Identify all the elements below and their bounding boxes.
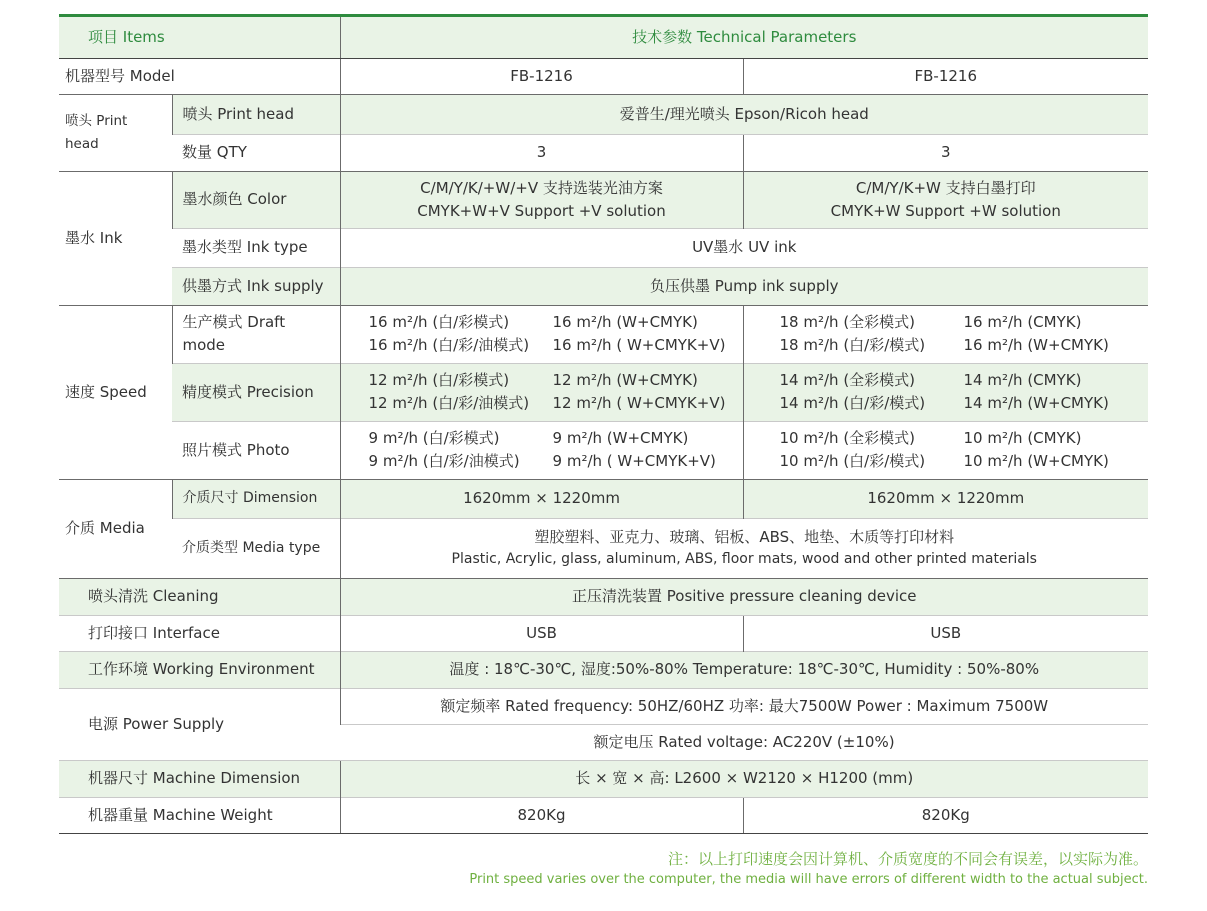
draft-b-3: 18 m²/h (白/彩/模式): [779, 336, 926, 354]
row-media-type: [59, 518, 1148, 578]
row-weight: [59, 797, 1148, 833]
ink-supply-label: 供墨方式 Ink supply: [172, 267, 340, 305]
printhead-head-value: 爱普生/理光喷头 Epson/Ricoh head: [340, 94, 1148, 134]
power-line2: 额定电压 Rated voltage: AC220V (±10%): [340, 724, 1148, 760]
draft-a-1: 16 m²/h (白/彩模式): [368, 313, 510, 331]
row-cleaning: [59, 578, 1148, 615]
media-type-en: Plastic, Acrylic, glass, aluminum, ABS, floor mats, wood and other printed materials: [451, 551, 1037, 567]
ink-supply-value: 负压供墨 Pump ink supply: [340, 267, 1148, 305]
precision-b-2: 14 m²/h (CMYK): [963, 371, 1082, 389]
photo-b: [743, 421, 1148, 479]
model-label: 机器型号 Model: [59, 58, 340, 94]
row-printhead: [59, 94, 1148, 134]
precision-a: [340, 363, 743, 421]
draft-a: [340, 305, 743, 363]
ink-type-value: UV墨水 UV ink: [340, 228, 1148, 267]
media-type-value: [340, 518, 1148, 578]
ink-color-label: 墨水颜色 Color: [172, 171, 340, 228]
speed-label: 速度 Speed: [59, 305, 172, 479]
precision-label: 精度模式 Precision: [172, 363, 340, 421]
row-model: [59, 58, 1148, 94]
model-a: FB-1216: [340, 58, 743, 94]
media-label: 介质 Media: [59, 479, 172, 578]
draft-label: 生产模式 Draft mode: [172, 305, 340, 363]
interface-b: USB: [743, 615, 1148, 651]
ink-color-b: [743, 171, 1148, 228]
interface-label: 打印接口 Interface: [59, 615, 340, 651]
photo-b-4: 10 m²/h (W+CMYK): [963, 452, 1109, 470]
power-label: 电源 Power Supply: [59, 688, 340, 760]
ink-color-a-line2: CMYK+W+V Support +V solution: [417, 201, 666, 220]
photo-b-1: 10 m²/h (全彩模式): [779, 429, 916, 447]
row-interface: [59, 615, 1148, 651]
row-ink-color: [59, 171, 1148, 228]
row-ink-type: [59, 228, 1148, 267]
precision-b-3: 14 m²/h (白/彩/模式): [779, 394, 926, 412]
spec-table: [59, 17, 1148, 834]
dimension-value: 长 × 宽 × 高: L2600 × W2120 × H1200 (mm): [340, 760, 1148, 797]
qty-b: 3: [743, 134, 1148, 171]
media-type-label: 介质类型 Media type: [172, 518, 340, 578]
row-speed-photo: [59, 421, 1148, 479]
ink-color-b-line1: C/M/Y/K+W 支持白墨打印: [855, 178, 1036, 197]
photo-a-1: 9 m²/h (白/彩模式): [368, 429, 500, 447]
photo-a-4: 9 m²/h ( W+CMYK+V): [552, 452, 716, 470]
row-environment: [59, 651, 1148, 688]
qty-a: 3: [340, 134, 743, 171]
precision-b-1: 14 m²/h (全彩模式): [779, 371, 916, 389]
ink-label: 墨水 Ink: [59, 171, 172, 305]
cleaning-value: 正压清洗装置 Positive pressure cleaning device: [340, 578, 1148, 615]
environment-label: 工作环境 Working Environment: [59, 651, 340, 688]
draft-a-2: 16 m²/h (W+CMYK): [552, 313, 698, 331]
environment-value: 温度 : 18℃-30℃, 湿度:50%-80% Temperature: 18℃-30℃, Humidity : 50%-80%: [340, 651, 1148, 688]
row-qty: [59, 134, 1148, 171]
draft-b-1: 18 m²/h (全彩模式): [779, 313, 916, 331]
media-type-cn: 塑胶塑料、亚克力、玻璃、铝板、ABS、地垫、木质等打印材料: [534, 528, 955, 546]
printhead-head-label: 喷头 Print head: [172, 94, 340, 134]
photo-b-3: 10 m²/h (白/彩/模式): [779, 452, 926, 470]
ink-color-a: [340, 171, 743, 228]
precision-b-4: 14 m²/h (W+CMYK): [963, 394, 1109, 412]
qty-label: 数量 QTY: [172, 134, 340, 171]
precision-a-2: 12 m²/h (W+CMYK): [552, 371, 698, 389]
interface-a: USB: [340, 615, 743, 651]
note-cn: 注：以上打印速度会因计算机、介质宽度的不同会有误差，以实际为准。: [667, 850, 1148, 868]
precision-a-1: 12 m²/h (白/彩模式): [368, 371, 510, 389]
cleaning-label: 喷头清洗 Cleaning: [59, 578, 340, 615]
row-speed-draft: [59, 305, 1148, 363]
row-dimension: [59, 760, 1148, 797]
row-media-dimension: [59, 479, 1148, 518]
photo-a-2: 9 m²/h (W+CMYK): [552, 429, 689, 447]
table-header: [59, 17, 1148, 58]
draft-a-3: 16 m²/h (白/彩/油模式): [368, 336, 530, 354]
draft-a-4: 16 m²/h ( W+CMYK+V): [552, 336, 726, 354]
media-dim-b: 1620mm × 1220mm: [743, 479, 1148, 518]
spec-sheet: [59, 14, 1148, 834]
draft-b: [743, 305, 1148, 363]
ink-color-b-line2: CMYK+W Support +W solution: [830, 201, 1061, 220]
row-power-1: [59, 688, 1148, 724]
media-dim-label: 介质尺寸 Dimension: [172, 479, 340, 518]
photo-label: 照片模式 Photo: [172, 421, 340, 479]
header-params: 技术参数 Technical Parameters: [340, 17, 1148, 58]
weight-label: 机器重量 Machine Weight: [59, 797, 340, 833]
precision-a-3: 12 m²/h (白/彩/油模式): [368, 394, 530, 412]
weight-b: 820Kg: [743, 797, 1148, 833]
photo-a: [340, 421, 743, 479]
photo-a-3: 9 m²/h (白/彩/油模式): [368, 452, 520, 470]
draft-b-2: 16 m²/h (CMYK): [963, 313, 1082, 331]
row-speed-precision: [59, 363, 1148, 421]
photo-b-2: 10 m²/h (CMYK): [963, 429, 1082, 447]
header-items: 项目 Items: [59, 17, 340, 58]
weight-a: 820Kg: [340, 797, 743, 833]
precision-b: [743, 363, 1148, 421]
ink-color-a-line1: C/M/Y/K/+W/+V 支持选装光油方案: [420, 178, 663, 197]
note-en: Print speed varies over the computer, the media will have errors of different width to the actual subject.: [469, 872, 1148, 887]
printhead-label: 喷头 Print head: [59, 94, 172, 171]
draft-b-4: 16 m²/h (W+CMYK): [963, 336, 1109, 354]
ink-type-label: 墨水类型 Ink type: [172, 228, 340, 267]
row-ink-supply: [59, 267, 1148, 305]
model-b: FB-1216: [743, 58, 1148, 94]
media-dim-a: 1620mm × 1220mm: [340, 479, 743, 518]
precision-a-4: 12 m²/h ( W+CMYK+V): [552, 394, 726, 412]
power-line1: 额定频率 Rated frequency: 50HZ/60HZ 功率: 最大7500W Power : Maximum 7500W: [340, 688, 1148, 724]
dimension-label: 机器尺寸 Machine Dimension: [59, 760, 340, 797]
